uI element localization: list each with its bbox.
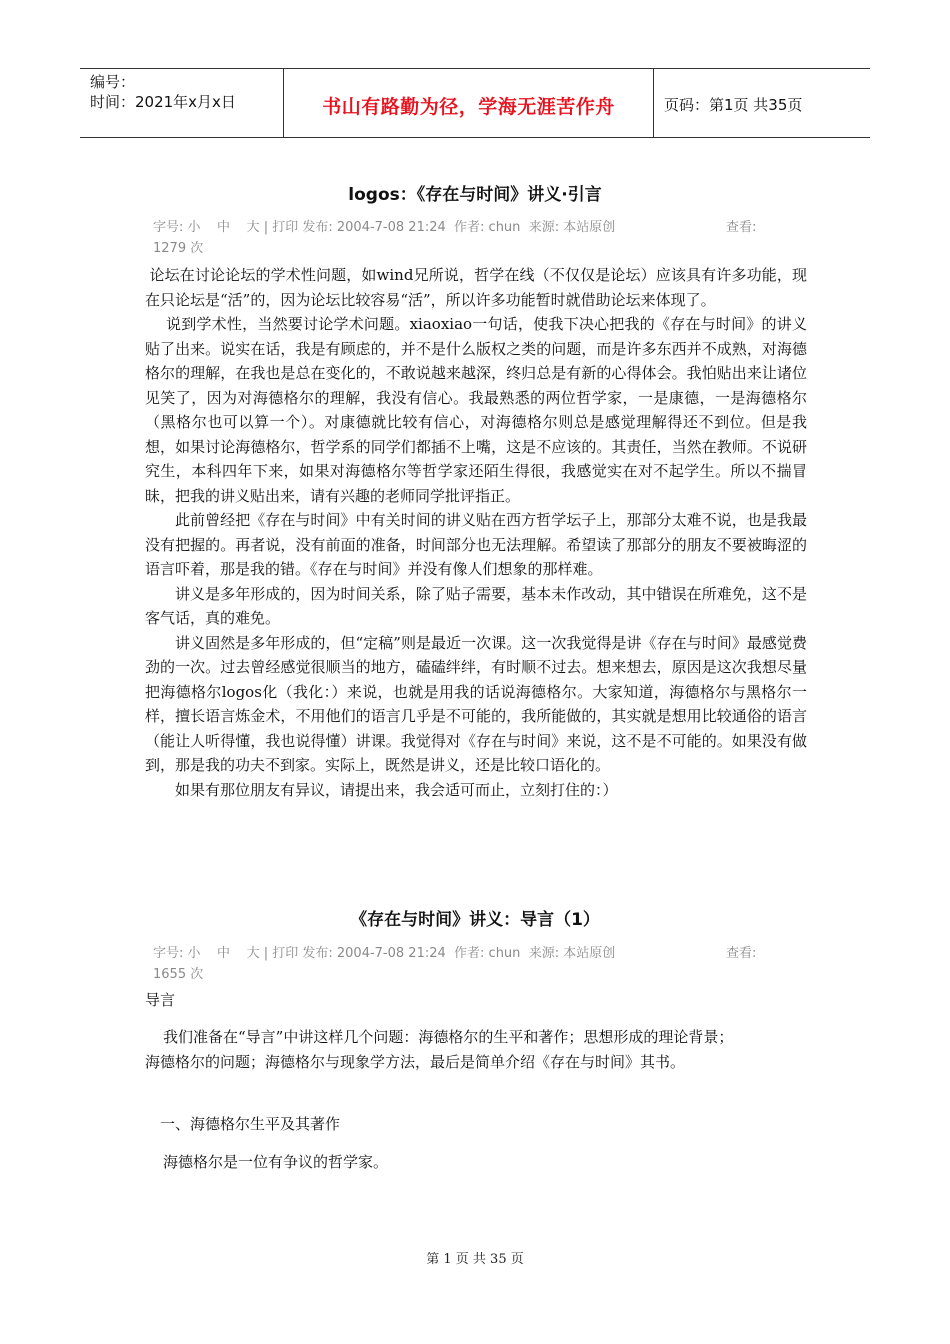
header-page-cell: [654, 69, 870, 137]
author: 作者: chun: [454, 946, 521, 961]
number-label: 编号：: [90, 73, 136, 91]
paragraph: 我们准备在“导言”中讲这样几个问题：海德格尔的生平和著作；思想形成的理论背景；海德格尔的问题；海德格尔与现象学方法，最后是简单介绍《存在与时间》其书。: [145, 1028, 734, 1071]
views-label: 查看:: [726, 946, 757, 961]
font-size-options[interactable]: 字号: 小 中 大: [153, 946, 260, 961]
views-label: 查看:: [726, 220, 757, 235]
page-label: 页码：第1页 共35页: [664, 96, 803, 114]
page-footer: 第 1 页 共 35 页: [426, 1252, 524, 1267]
motto: 书山有路勤为径，学海无涯苦作舟: [322, 96, 615, 118]
header-table: [80, 68, 870, 138]
paragraph: 海德格尔是一位有争议的哲学家。: [163, 1153, 389, 1171]
paragraph: 此前曾经把《存在与时间》中有关时间的讲义贴在西方哲学坛子上，那部分太难不说，也是我最没有把握的。再者说，没有前面的准备，时间部分也无法理解。希望读了那部分的朋友不要被晦涩的语言吓着，那是我的错。《存在与时间》并没有像人们想象的那样难。: [145, 511, 807, 578]
source: 来源: 本站原创: [528, 946, 616, 961]
views-count: 1279 次: [153, 241, 204, 256]
article-body: [145, 263, 807, 802]
source: 来源: 本站原创: [528, 220, 616, 235]
article-meta: [153, 942, 793, 982]
print-link[interactable]: | 打印: [263, 220, 299, 235]
time-label: 时间：2021年x月x日: [90, 93, 236, 111]
article-meta: [153, 216, 793, 256]
views-count: 1655 次: [153, 967, 204, 982]
article-body: [145, 1025, 735, 1075]
paragraph: 讲义固然是多年形成的，但“定稿”则是最近一次课。这一次我觉得是讲《存在与时间》最感觉费劲的一次。过去曾经感觉很顺当的地方，磕磕绊绊，有时顺不过去。想来想去，原因是这次我想尽量把海德格尔logos化（我化：）来说，也就是用我的话说海德格尔。大家知道，海德格尔与黑格尔一样，擅长语言炼金术，不用他们的语言几乎是不可能的，我所能做的，其实就是想用比较通俗的语言（能让人听得懂，我也说得懂）讲课。我觉得对《存在与时间》来说，这不是不可能的。如果没有做到，那是我的功夫不到家。实际上，既然是讲义，还是比较口语化的。: [145, 633, 807, 774]
article-title: logos：《存在与时间》讲义·引言: [348, 185, 602, 205]
paragraph: 讲义是多年形成的，因为时间关系，除了贴子需要，基本未作改动，其中错误在所难免，这不是客气话，真的难免。: [145, 584, 807, 627]
paragraph: 如果有那位朋友有异议，请提出来，我会适可而止，立刻打住的：）: [175, 780, 618, 799]
author: 作者: chun: [454, 220, 521, 235]
published-date: 发布: 2004-7-08 21:24: [302, 946, 446, 961]
subsection-heading: 一、海德格尔生平及其著作: [160, 1115, 341, 1133]
font-size-options[interactable]: 字号: 小 中 大: [153, 220, 260, 235]
paragraph: 论坛在讨论论坛的学术性问题，如wind兄所说，哲学在线（不仅仅是论坛）应该具有许多功能，现在只论坛是“活”的，因为论坛比较容易“活”，所以许多功能暂时就借助论坛来体现了。: [145, 266, 807, 309]
article-title: 《存在与时间》讲义：导言（1）: [350, 910, 600, 930]
header-motto-cell: [284, 69, 654, 137]
published-date: 发布: 2004-7-08 21:24: [302, 220, 446, 235]
paragraph: 说到学术性，当然要讨论学术问题。xiaoxiao一句话，使我下决心把我的《存在与时间》的讲义贴了出来。说实在话，我是有顾虑的，并不是什么版权之类的问题，而是许多东西并不成熟，对海德格尔的理解，在我也是总在变化的，不敢说越来越深，终归总是有新的心得体会。我怕贴出来让诸位见笑了，因为对海德格尔的理解，我没有信心。我最熟悉的两位哲学家，一是康德，一是海德格尔（黑格尔也可以算一个）。对康德就比较有信心，对海德格尔则总是感觉理解得还不到位。但是我想，如果讨论海德格尔，哲学系的同学们都插不上嘴，这是不应该的。其责任，当然在教师。不说研究生，本科四年下来，如果对海德格尔等哲学家还陌生得很，我感觉实在对不起学生。所以不揣冒昧，把我的讲义贴出来，请有兴趣的老师同学批评指正。: [145, 315, 807, 505]
section-heading: 导言: [145, 991, 176, 1009]
header-info-cell: [80, 69, 284, 137]
print-link[interactable]: | 打印: [263, 946, 299, 961]
